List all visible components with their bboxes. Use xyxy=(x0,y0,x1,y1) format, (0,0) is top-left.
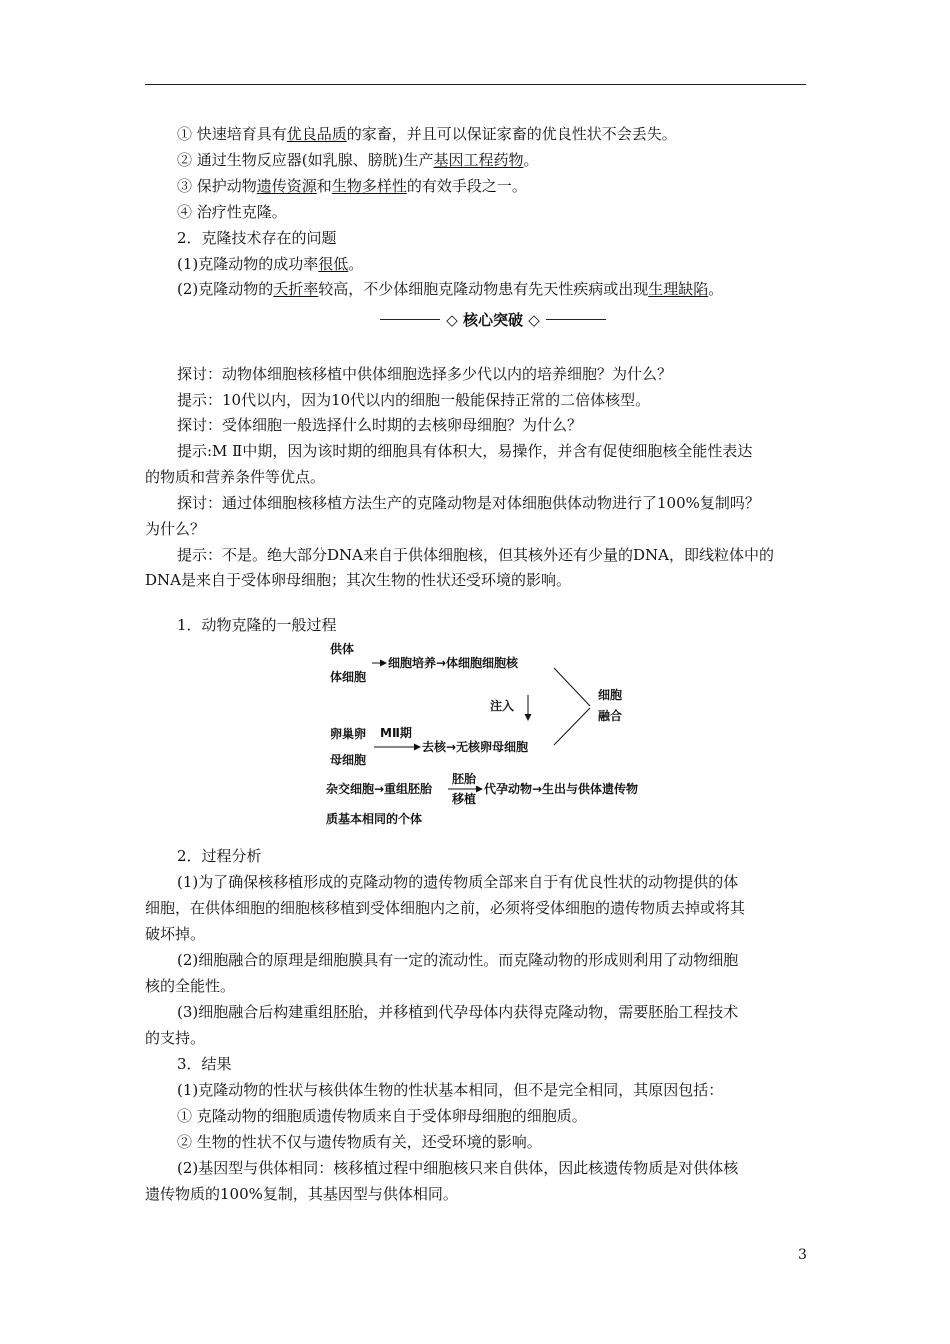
text-segment: 较高，不少体细胞克隆动物患有先天性疾病或出现 xyxy=(318,280,649,298)
analysis-line: ② 生物的性状不仅与遗传物质有关，还受环境的影响。 xyxy=(177,1133,542,1151)
analysis-line: (1)为了确保核移植形成的克隆动物的遗传物质全部来自于有优良性状的动物提供的体 xyxy=(177,873,739,891)
intro-line xyxy=(177,176,527,196)
underlined-term: 基因工程药物 xyxy=(433,151,524,169)
analysis-line: 2．过程分析 xyxy=(177,847,262,865)
banner-right-rule xyxy=(546,319,606,320)
intro-line xyxy=(177,150,539,170)
discussion-line: 的物质和营养条件等优点。 xyxy=(145,468,326,486)
banner-left-rule xyxy=(380,319,440,320)
underlined-term: 优良品质 xyxy=(286,125,347,143)
underlined-term: 遗传资源 xyxy=(256,177,317,195)
discussion-line: DNA是来自于受体卵母细胞；其次生物的性状还受环境的影响。 xyxy=(145,571,571,589)
intro-line xyxy=(177,254,363,274)
discussion-line: 提示：10代以内，因为10代以内的细胞一般能保持正常的二倍体核型。 xyxy=(177,391,651,409)
analysis-line: 3．结果 xyxy=(177,1055,232,1073)
discussion-line: 探讨：受体细胞一般选择什么时期的去核卵母细胞？为什么？ xyxy=(177,416,583,434)
analysis-line: (3)细胞融合后构建重组胚胎，并移植到代孕母体内获得克隆动物，需要胚胎工程技术 xyxy=(177,1003,739,1021)
analysis-line: (1)克隆动物的性状与核供体生物的性状基本相同，但不是完全相同，其原因包括： xyxy=(177,1081,724,1099)
donor-label-1: 供体 xyxy=(330,642,355,656)
banner-title: ◇ 核心突破 ◇ xyxy=(446,310,540,329)
underlined-term: 生物多样性 xyxy=(331,177,407,195)
egg-label-1: 卵巢卵 xyxy=(330,727,367,741)
fusion-label-1: 细胞 xyxy=(598,688,623,702)
section-1-title: 1．动物克隆的一般过程 xyxy=(177,616,337,634)
text-segment: 2．克隆技术存在的问题 xyxy=(177,229,337,247)
analysis-line: (2)细胞融合的原理是细胞膜具有一定的流动性。而克隆动物的形成则利用了动物细胞 xyxy=(177,951,739,969)
analysis-line: 核的全能性。 xyxy=(145,977,236,995)
row3-steps-b: 代孕动物→生出与供体遗传物 xyxy=(484,782,639,796)
analysis-line: 的支持。 xyxy=(145,1029,206,1047)
analysis-line: ① 克隆动物的细胞质遗传物质来自于受体卵母细胞的细胞质。 xyxy=(177,1107,587,1125)
intro-line xyxy=(177,202,287,222)
intro-line xyxy=(177,279,723,299)
discussion-line: 提示:M Ⅱ中期，因为该时期的细胞具有体积大，易操作，并含有促使细胞核全能性表达 xyxy=(177,442,753,460)
lower-converge-line xyxy=(554,708,590,745)
text-segment: (1)克隆动物的成功率 xyxy=(177,255,319,273)
text-segment: 的家畜，并且可以保证家畜的优良性状不会丢失。 xyxy=(346,125,677,143)
row4-text: 质基本相同的个体 xyxy=(326,812,423,826)
text-segment: ④ 治疗性克隆。 xyxy=(177,203,287,221)
transfer-label-top: 胚胎 xyxy=(452,772,477,786)
transfer-label-bottom: 移植 xyxy=(452,792,477,806)
row1-steps: 细胞培养→体细胞细胞核 xyxy=(388,656,519,670)
text-segment: ① 快速培育具有 xyxy=(177,125,287,143)
donor-label-2: 体细胞 xyxy=(330,670,367,684)
row2-steps: 去核→无核卵母细胞 xyxy=(422,740,529,754)
analysis-line: 细胞，在供体细胞的细胞核移植到受体细胞内之前，必须将受体细胞的遗传物质去掉或将其 xyxy=(145,899,746,917)
intro-line xyxy=(177,124,677,144)
analysis-line: 破坏掉。 xyxy=(145,925,206,943)
inject-label: 注入 xyxy=(490,699,515,713)
egg-label-2: 母细胞 xyxy=(330,753,367,767)
underlined-term: 夭折率 xyxy=(273,280,319,298)
text-segment: 和 xyxy=(316,177,332,195)
discussion-line: 探讨：通过体细胞核移植方法生产的克隆动物是对体细胞供体动物进行了100%复制吗？ xyxy=(177,494,760,512)
underlined-term: 生理缺陷 xyxy=(648,280,709,298)
text-segment: 。 xyxy=(523,151,539,169)
header-rule xyxy=(145,84,806,85)
page-number: 3 xyxy=(798,1247,807,1263)
row3-steps-a: 杂交细胞→重组胚胎 xyxy=(326,782,433,796)
text-segment: ③ 保护动物 xyxy=(177,177,257,195)
text-segment: (2)克隆动物的 xyxy=(177,280,274,298)
text-segment: 。 xyxy=(348,255,364,273)
intro-line xyxy=(177,228,337,248)
analysis-line: 遗传物质的100%复制，其基因型与供体相同。 xyxy=(145,1185,458,1203)
discussion-line: 提示：不是。绝大部分DNA来自于供体细胞核，但其核外还有少量的DNA，即线粒体中的 xyxy=(177,546,774,564)
text-segment: 的有效手段之一。 xyxy=(406,177,527,195)
core-breakthrough-banner xyxy=(358,309,628,329)
fusion-label-2: 融合 xyxy=(598,709,623,723)
text-segment: ② 通过生物反应器(如乳腺、膀胱)生产 xyxy=(177,151,434,169)
mii-label: MⅡ期 xyxy=(380,726,412,740)
discussion-line: 探讨：动物体细胞核移植中供体细胞选择多少代以内的培养细胞？为什么？ xyxy=(177,365,673,383)
analysis-line: (2)基因型与供体相同：核移植过程中细胞核只来自供体，因此核遗传物质是对供体核 xyxy=(177,1159,739,1177)
text-segment: 。 xyxy=(708,280,724,298)
upper-converge-line xyxy=(554,668,590,706)
underlined-term: 很低 xyxy=(318,255,349,273)
cloning-process-diagram xyxy=(322,640,682,835)
discussion-line: 为什么？ xyxy=(145,520,206,538)
